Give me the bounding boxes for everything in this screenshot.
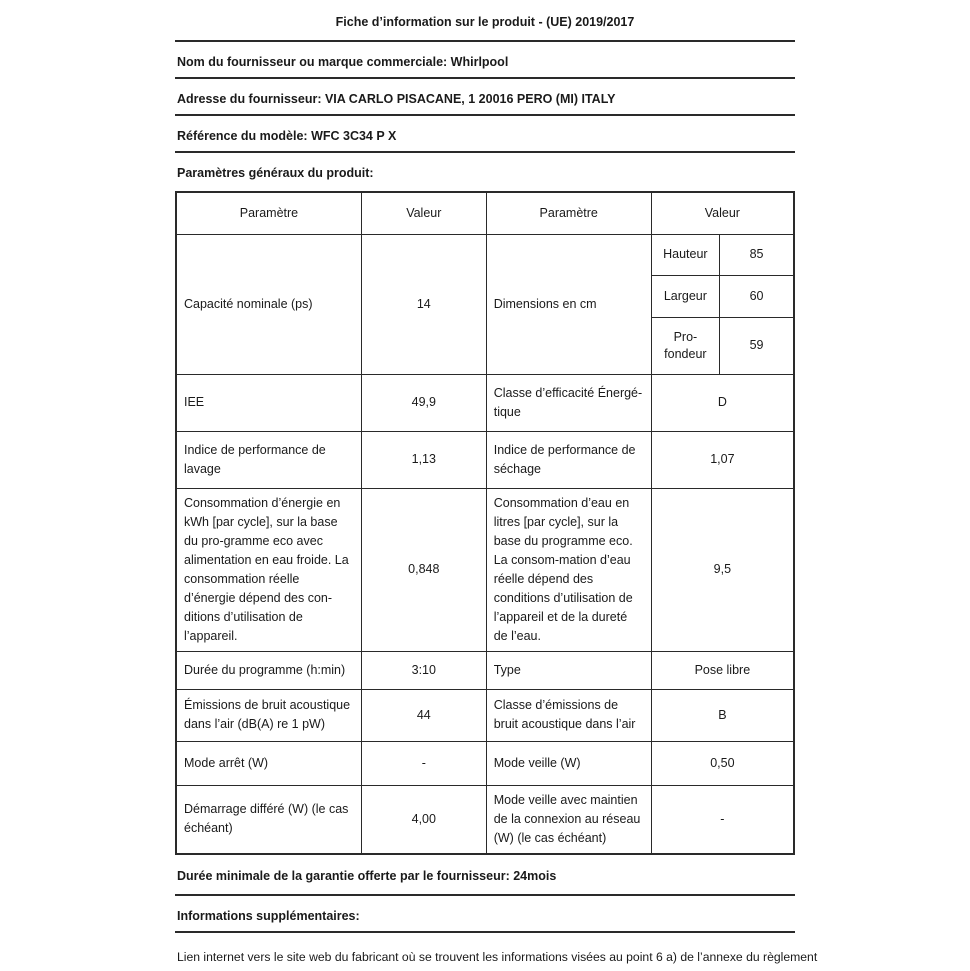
param-cell: Classe d’efficacité Énergé-tique — [486, 374, 651, 431]
value-cell: D — [651, 374, 794, 431]
parameters-table — [175, 191, 795, 855]
value-cell: 14 — [361, 234, 486, 374]
value-cell: 9,5 — [651, 488, 794, 651]
param-cell: Durée du programme (h:min) — [176, 651, 361, 689]
table-row-delayed-start-network — [176, 785, 794, 854]
supplier-address-line: Adresse du fournisseur: VIA CARLO PISACANE, 1 20016 PERO (MI) ITALY — [177, 92, 616, 106]
param-cell: IEE — [176, 374, 361, 431]
supplier-name-line: Nom du fournisseur ou marque commerciale: Whirlpool — [177, 55, 509, 69]
param-cell: Mode arrêt (W) — [176, 741, 361, 785]
param-cell: Émissions de bruit acoustique dans l’air (dB(A) re 1 pW) — [176, 689, 361, 741]
param-cell: Mode veille (W) — [486, 741, 651, 785]
dimension-row — [652, 276, 793, 318]
dimension-name: Largeur — [652, 276, 720, 318]
value-cell: 4,00 — [361, 785, 486, 854]
param-cell: Capacité nominale (ps) — [176, 234, 361, 374]
header-parametre-left: Paramètre — [176, 192, 361, 234]
param-cell: Consommation d’énergie en kWh [par cycle], sur la base du pro-gramme eco avec alimentation en eau froide. La consommation réelle d’énergie dépend des con-ditions d’utilisation de l’appareil. — [176, 488, 361, 651]
dimension-row — [652, 235, 793, 276]
additional-info-label: Informations supplémentaires: — [177, 908, 360, 923]
param-cell: Mode veille avec maintien de la connexion au réseau (W) (le cas échéant) — [486, 785, 651, 854]
value-cell: 1,13 — [361, 431, 486, 488]
table-row-off-standby-mode — [176, 741, 794, 785]
section-label: Paramètres généraux du produit: — [177, 166, 374, 180]
dimension-name: Hauteur — [652, 235, 720, 276]
dimensions-cell — [651, 234, 794, 374]
value-cell: - — [651, 785, 794, 854]
value-cell: B — [651, 689, 794, 741]
dimension-value: 59 — [749, 338, 764, 353]
value-cell: 44 — [361, 689, 486, 741]
table-row-capacity-dimensions — [176, 234, 794, 374]
dimension-name: Pro-fondeur — [652, 318, 720, 374]
param-cell: Démarrage différé (W) (le cas échéant) — [176, 785, 361, 854]
value-cell: Pose libre — [651, 651, 794, 689]
header-valeur-left: Valeur — [361, 192, 486, 234]
value-cell: 3:10 — [361, 651, 486, 689]
header-valeur-right: Valeur — [651, 192, 794, 234]
dimension-value: 85 — [720, 235, 793, 276]
param-cell: Type — [486, 651, 651, 689]
value-cell: 0,50 — [651, 741, 794, 785]
product-information-sheet — [175, 0, 818, 966]
table-row-noise — [176, 689, 794, 741]
param-cell: Dimensions en cm — [486, 234, 651, 374]
param-cell: Indice de performance de lavage — [176, 431, 361, 488]
value-cell: 49,9 — [361, 374, 486, 431]
table-row-duration-type — [176, 651, 794, 689]
page-title: Fiche d’information sur le produit - (UE) 2019/2017 — [335, 15, 635, 29]
table-row-performance-index — [176, 431, 794, 488]
warranty-line: Durée minimale de la garantie offerte par le fournisseur: 24mois — [177, 868, 557, 883]
dimension-value: 60 — [720, 276, 793, 318]
header-parametre-right: Paramètre — [486, 192, 651, 234]
table-row-consumption — [176, 488, 794, 651]
manufacturer-link-line: Lien internet vers le site web du fabricant où se trouvent les informations visées au point 6 a) de l’annexe du règlement — [177, 949, 818, 964]
param-cell: Classe d’émissions de bruit acoustique dans l’air — [486, 689, 651, 741]
value-cell: 1,07 — [651, 431, 794, 488]
dimensions-subtable — [652, 235, 793, 374]
value-cell: - — [361, 741, 486, 785]
model-reference-line: Référence du modèle: WFC 3C34 P X — [177, 129, 397, 143]
table-row-iee-energy-class — [176, 374, 794, 431]
value-cell: 0,848 — [361, 488, 486, 651]
dimension-row — [652, 318, 793, 374]
param-cell: Indice de performance de séchage — [486, 431, 651, 488]
table-header-row — [176, 192, 794, 234]
param-cell: Consommation d’eau en litres [par cycle], sur la base du programme eco. La consom-mation d’eau réelle dépend des conditions d’utilisation de l’appareil et de la dureté de l’eau. — [486, 488, 651, 651]
